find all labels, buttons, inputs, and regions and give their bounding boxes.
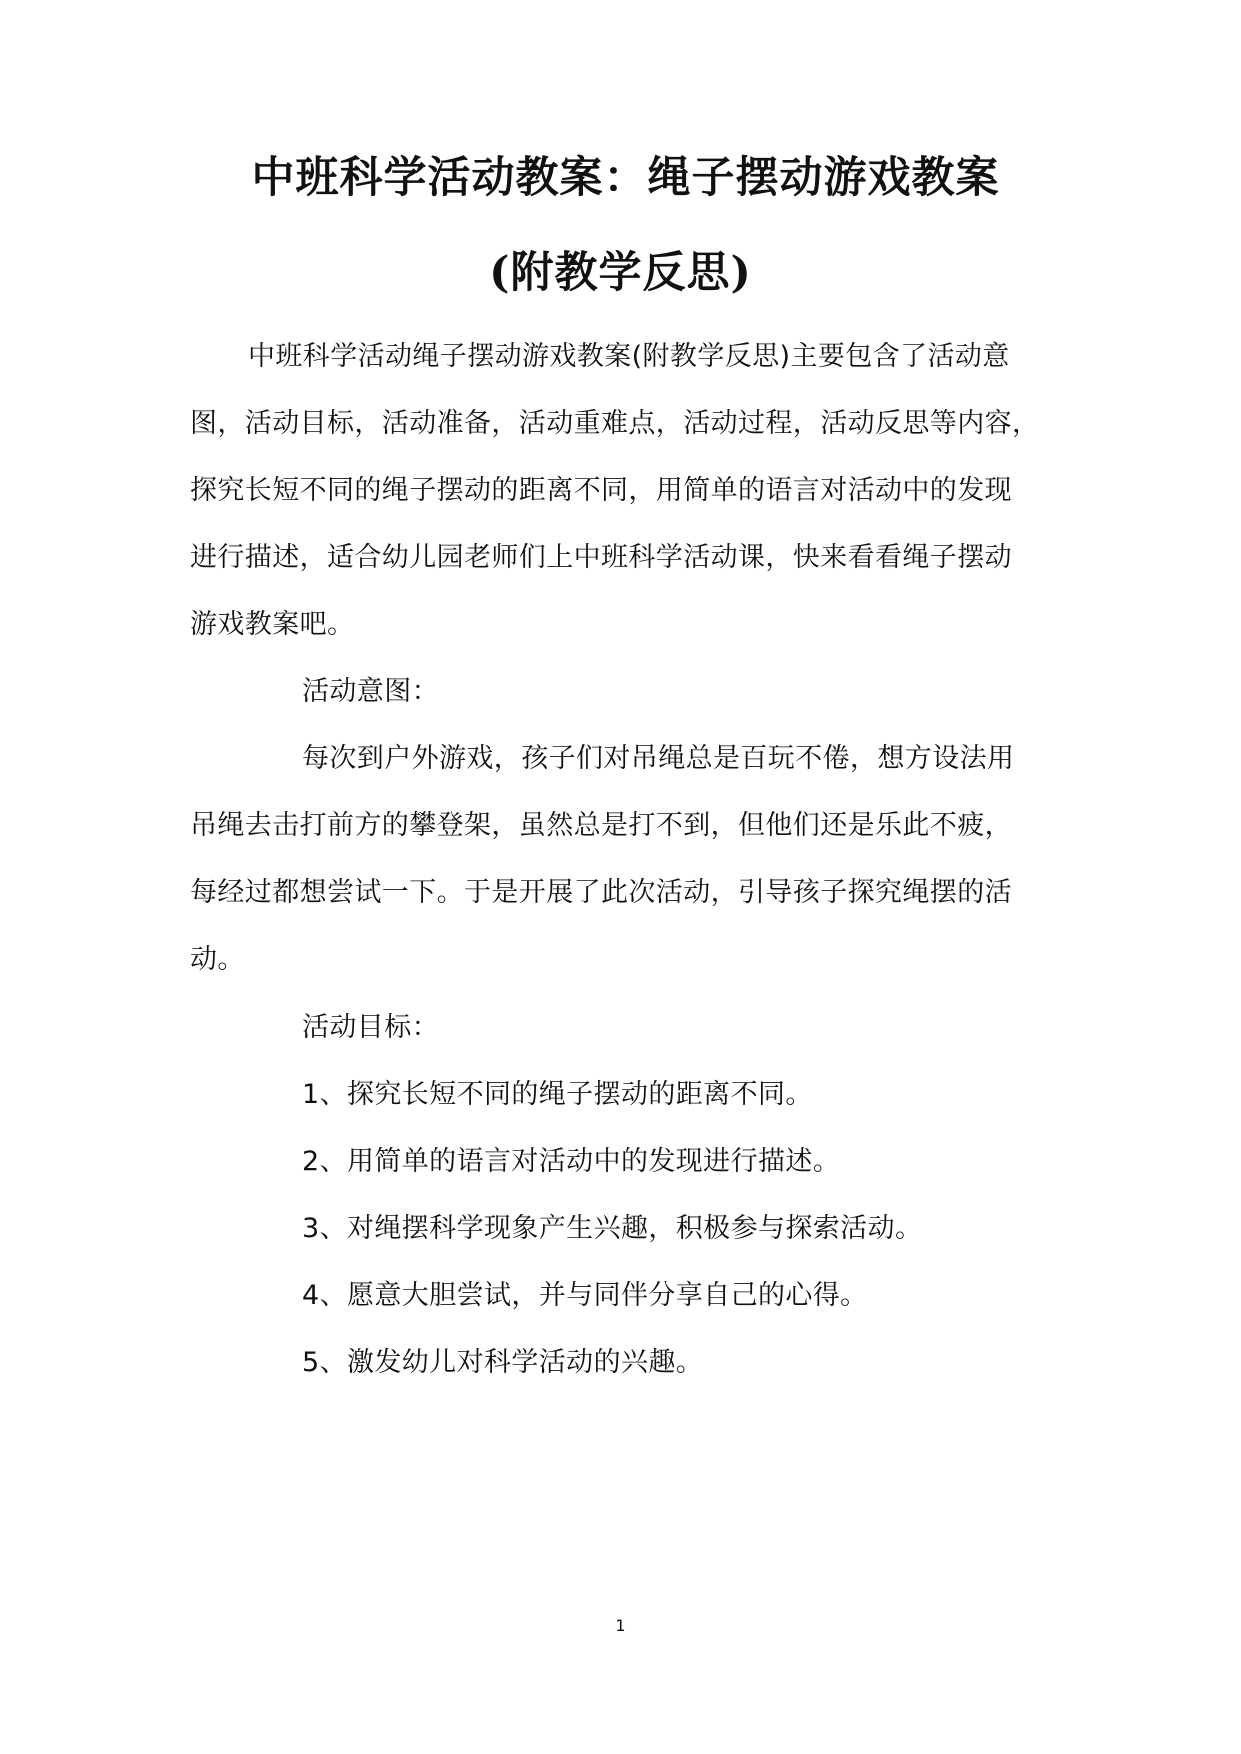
document-title-line-2: (附教学反思) bbox=[489, 248, 752, 298]
page-number: 1 bbox=[615, 1616, 626, 1635]
intro-line: 游戏教案吧。 bbox=[190, 609, 355, 640]
intro-line: 探究长短不同的绳子摆动的距离不同，用简单的语言对活动中的发现 bbox=[190, 475, 1012, 506]
section-heading-goals: 活动目标： bbox=[302, 1012, 439, 1043]
intro-line: 进行描述，适合幼儿园老师们上中班科学活动课，快来看看绳子摆动 bbox=[190, 542, 1012, 573]
section-heading-intent: 活动意图： bbox=[302, 676, 439, 707]
goal-item: 5、激发幼儿对科学活动的兴趣。 bbox=[302, 1347, 704, 1378]
goal-item: 4、愿意大胆尝试，并与同伴分享自己的心得。 bbox=[302, 1280, 868, 1311]
goal-item: 3、对绳摆科学现象产生兴趣，积极参与探索活动。 bbox=[302, 1213, 923, 1244]
goal-item: 1、探究长短不同的绳子摆动的距离不同。 bbox=[302, 1079, 813, 1110]
intent-line: 动。 bbox=[190, 944, 245, 975]
intro-line: 中班科学活动绳子摆动游戏教案(附教学反思)主要包含了活动意 bbox=[248, 341, 1010, 372]
document-title-line-1: 中班科学活动教案：绳子摆动游戏教案 bbox=[251, 153, 1000, 203]
intent-line: 每次到户外游戏，孩子们对吊绳总是百玩不倦，想方设法用 bbox=[302, 743, 1015, 774]
intent-line: 吊绳去击打前方的攀登架，虽然总是打不到，但他们还是乐此不疲， bbox=[190, 810, 1012, 841]
goal-item: 2、用简单的语言对活动中的发现进行描述。 bbox=[302, 1146, 841, 1177]
intro-line: 图，活动目标，活动准备，活动重难点，活动过程，活动反思等内容， bbox=[190, 408, 1040, 439]
intent-line: 每经过都想尝试一下。于是开展了此次活动，引导孩子探究绳摆的活 bbox=[190, 877, 1012, 908]
